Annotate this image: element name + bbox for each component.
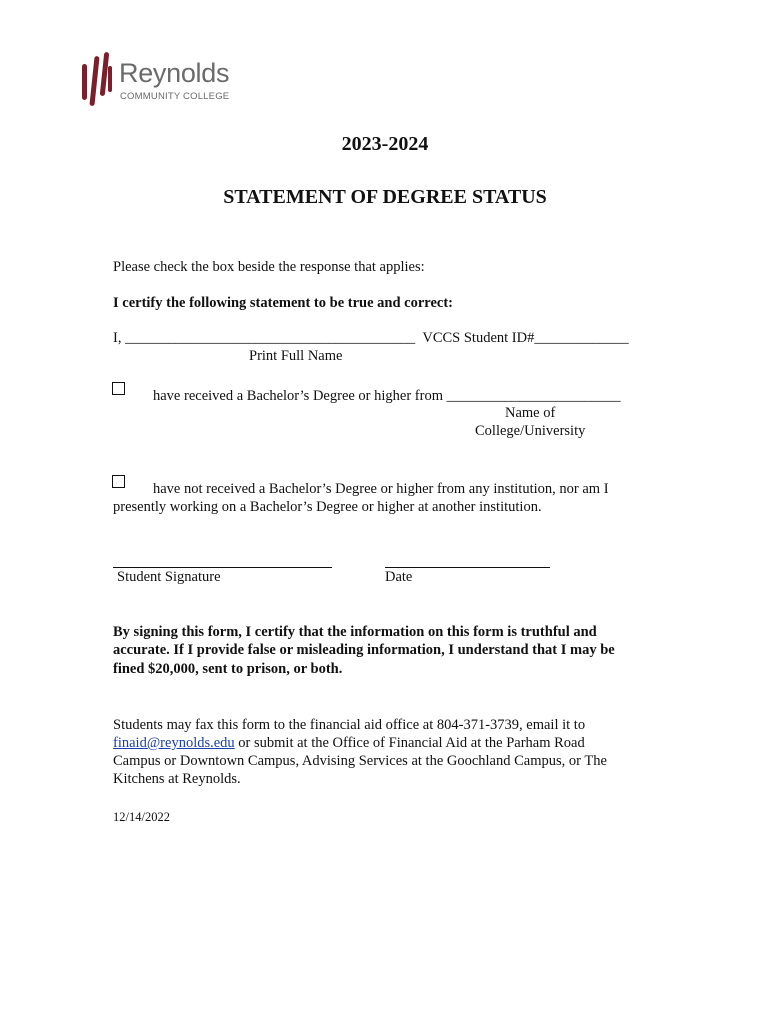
option-no-degree-checkbox[interactable] [112, 475, 125, 488]
print-full-name-caption: Print Full Name [249, 348, 343, 364]
full-name-field[interactable]: ________________________________________ [125, 330, 416, 346]
student-id-field[interactable]: _____________ [534, 330, 629, 346]
form-revision-date: 12/14/2022 [113, 810, 170, 824]
student-id-label: VCCS Student ID# [422, 330, 535, 346]
year-heading: 2023-2024 [341, 133, 429, 155]
submission-line-2 [113, 735, 585, 752]
option-has-degree-checkbox[interactable] [112, 382, 125, 395]
submission-line-3: Campus or Downtown Campus, Advising Services at the Goochland Campus, or The [113, 753, 607, 769]
instructions-text: Please check the box beside the response that applies: [113, 259, 425, 275]
name-prefix: I, [113, 330, 122, 346]
warning-line-3: fined $20,000, sent to prison, or both. [113, 661, 343, 677]
email-link[interactable]: finaid@reynolds.edu [113, 735, 235, 751]
submission-line-1: Students may fax this form to the financial aid office at 804-371-3739, email it to [113, 717, 586, 733]
submission-line-4: Kitchens at Reynolds. [113, 771, 241, 787]
warning-line-1: By signing this form, I certify that the information on this form is truthful and [113, 624, 597, 640]
option-has-degree-line [153, 388, 621, 405]
option-no-degree-line2: presently working on a Bachelor’s Degree or higher at another institution. [113, 499, 542, 515]
option-has-degree-text: have received a Bachelor’s Degree or higher from [153, 388, 443, 404]
date-line[interactable] [385, 567, 550, 568]
option-no-degree-line1: have not received a Bachelor’s Degree or higher from any institution, nor am I [153, 481, 609, 497]
certify-heading: I certify the following statement to be true and correct: [113, 295, 453, 311]
college-name-caption-2: College/University [475, 423, 586, 439]
college-name-caption-1: Name of [505, 405, 556, 421]
signature-label: Student Signature [117, 569, 221, 585]
date-label: Date [385, 569, 413, 585]
page-title: STATEMENT OF DEGREE STATUS [223, 186, 547, 208]
reynolds-logo-mark [80, 50, 114, 112]
name-line [113, 330, 629, 347]
logo-name: Reynolds [119, 58, 230, 88]
signature-line[interactable] [113, 567, 332, 568]
warning-line-2: accurate. If I provide false or misleading information, I understand that I may be [113, 642, 615, 658]
submission-line-2-text: or submit at the Office of Financial Aid at the Parham Road [234, 735, 585, 751]
logo-subtitle: COMMUNITY COLLEGE [120, 91, 230, 102]
college-name-field[interactable]: ________________________ [446, 388, 621, 404]
